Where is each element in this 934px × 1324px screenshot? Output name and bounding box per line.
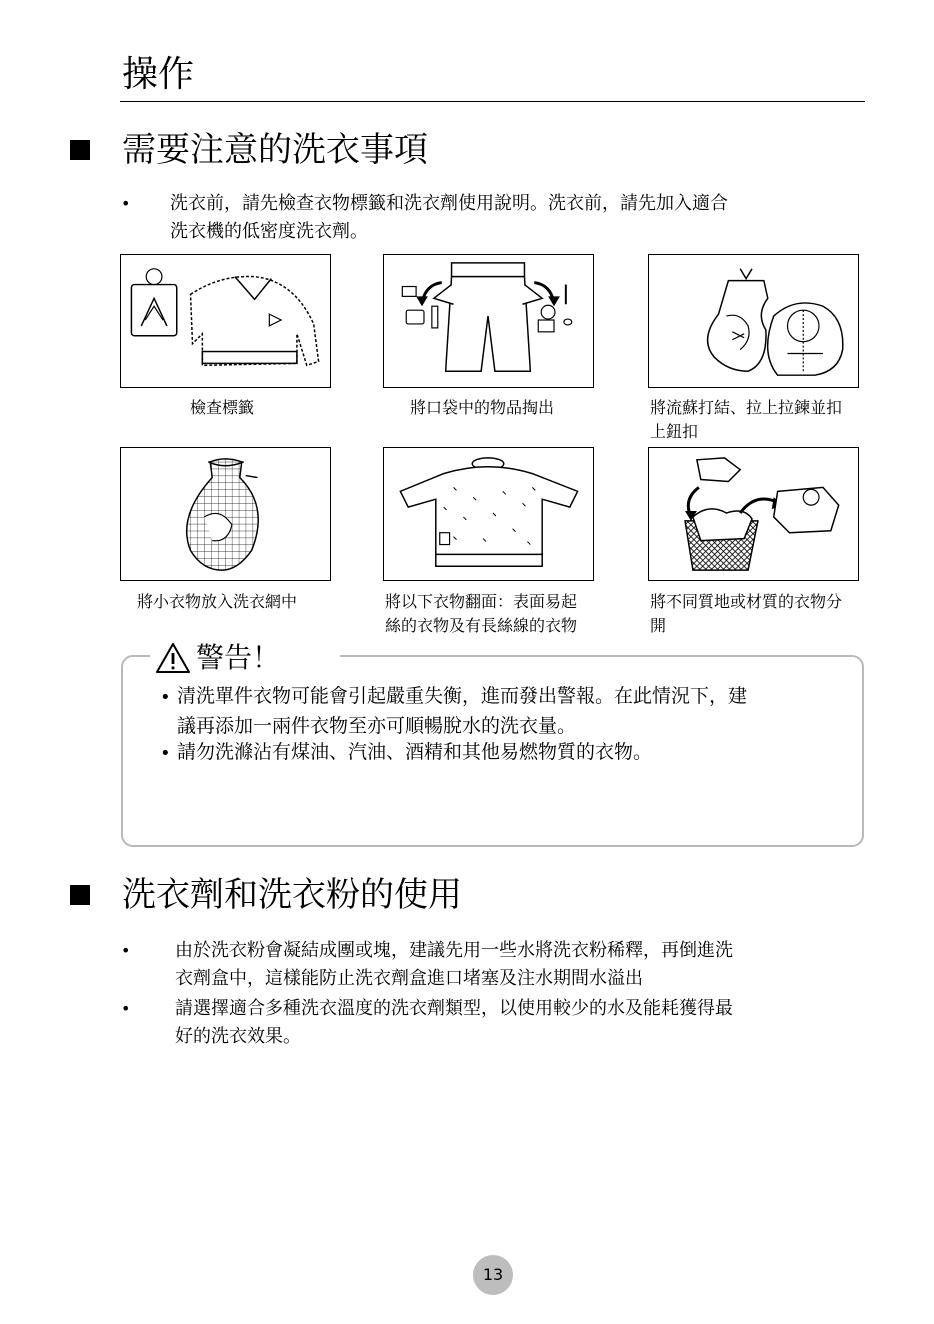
bullet-dot: • [121, 999, 131, 1018]
paragraph-line: 好的洗衣效果。 [175, 1026, 301, 1047]
page-header-title: 操作 [122, 54, 195, 95]
warning-item [177, 737, 652, 767]
bullet-paragraph [175, 995, 867, 1051]
bullet-dot: • [121, 941, 131, 960]
caption-line: 將流蘇打結、拉上拉鍊並扣 [650, 398, 843, 417]
figure-caption [650, 590, 842, 638]
paragraph-line: 洗衣前，請先檢查衣物標籤和洗衣劑使用說明。洗衣前，請先加入適合 [170, 193, 728, 214]
paragraph-line: 衣劑盒中，這樣能防止洗衣劑盒進口堵塞及注水期間水溢出 [175, 968, 643, 989]
bullet-dot: • [121, 194, 131, 213]
page-number: 13 [473, 1255, 513, 1295]
caption-line: 上鈕扣 [650, 422, 699, 441]
caption-line: 將不同質地或材質的衣物分 [650, 592, 843, 611]
caption-line: 將小衣物放入洗衣網中 [137, 592, 298, 611]
bullet-dot: • [160, 687, 171, 708]
header-rule [120, 101, 865, 102]
paragraph-line: 洗衣機的低密度洗衣劑。 [170, 221, 368, 242]
paragraph-line: 請選擇適合多種洗衣溫度的洗衣劑類型，以使用較少的水及能耗獲得最 [175, 998, 733, 1019]
warning-line: 清洗單件衣物可能會引起嚴重失衡，進而發出警報。在此情況下，建 [177, 685, 748, 707]
figure-caption [190, 396, 254, 420]
warning-line: 請勿洗滌沾有煤油、汽油、酒精和其他易燃物質的衣物。 [177, 741, 653, 763]
warning-triangle-icon [155, 642, 191, 674]
section-title-detergent-use: 洗衣劑和洗衣粉的使用 [122, 875, 462, 915]
warning-item [177, 681, 747, 741]
warning-line: 議再添加一兩件衣物至亦可順暢脫水的洗衣量。 [177, 715, 577, 737]
section-marker [70, 140, 90, 160]
tie-laces-zip-zippers-icon [648, 254, 859, 388]
bullet-paragraph [175, 937, 867, 993]
caption-line: 開 [650, 616, 667, 635]
figure-caption [137, 590, 297, 614]
section-title-laundry-notes: 需要注意的洗衣事項 [122, 130, 428, 170]
turn-inside-out-sweater-icon [383, 447, 594, 581]
caption-line: 將口袋中的物品掏出 [410, 398, 555, 417]
empty-pockets-icon [383, 254, 594, 388]
figure-caption [410, 396, 554, 420]
caption-line: 將以下衣物翻面：表面易起 [385, 592, 578, 611]
paragraph-line: 由於洗衣粉會凝結成團或塊，建議先用一些水將洗衣粉稀釋，再倒進洗 [175, 940, 733, 961]
caption-line: 絲的衣物及有長絲線的衣物 [385, 616, 578, 635]
warning-title: 警告！ [196, 641, 281, 674]
figure-caption [385, 590, 577, 638]
bullet-dot: • [160, 743, 171, 764]
sweater-with-care-label-icon [120, 254, 331, 388]
laundry-net-bag-icon [120, 447, 331, 581]
caption-line: 檢查標籤 [190, 398, 255, 417]
figure-caption [650, 396, 842, 444]
sort-clothes-basket-icon [648, 447, 859, 581]
section-marker [70, 885, 90, 905]
bullet-paragraph [170, 190, 862, 246]
